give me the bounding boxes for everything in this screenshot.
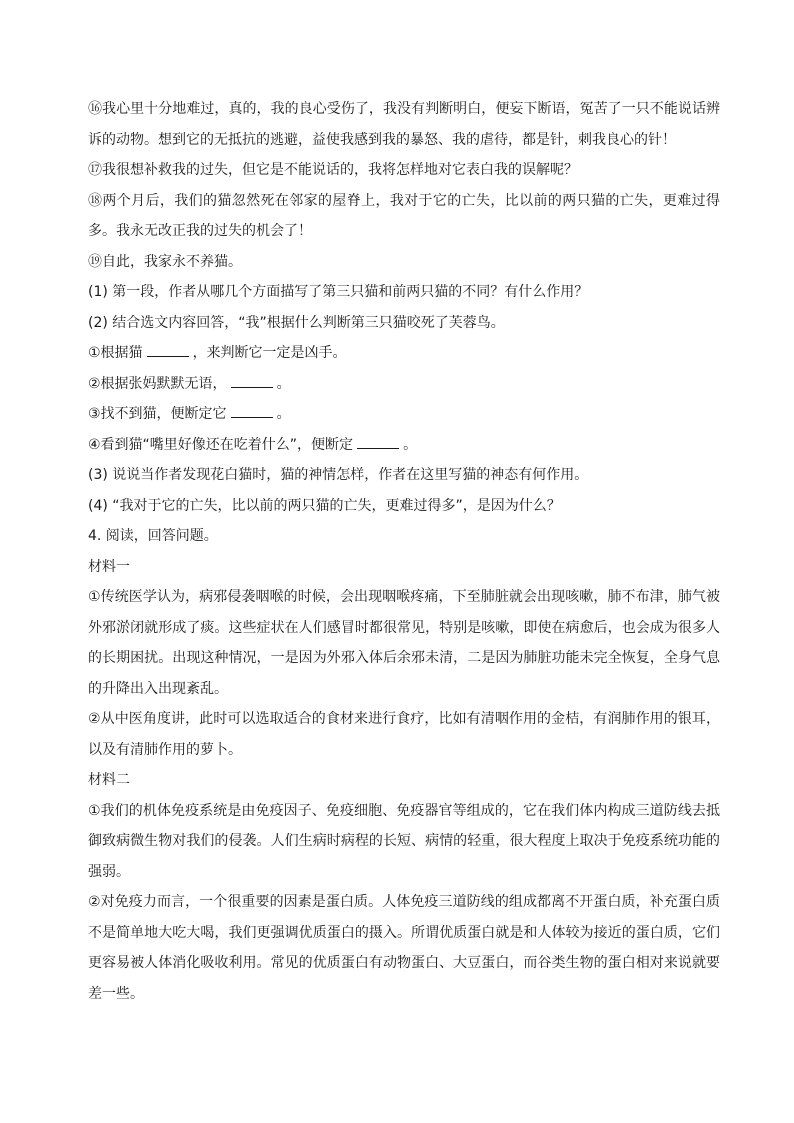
- question-2-item-b: [88, 369, 720, 400]
- question-4: (4) “我对于它的亡失，比以前的两只猫的亡失，更难过得多”，是因为什么？: [88, 497, 561, 514]
- paragraph-18: ⑱两个月后，我们的猫忽然死在邻家的屋脊上，我对于它的亡失，比以前的两只猫的亡失，更难过得多。我永无改正我的过失的机会了！: [88, 192, 720, 239]
- question-2-item-c-prefix: ③找不到猫，便断定它: [88, 406, 227, 422]
- material-2-paragraph-1: ①我们的机体免疫系统是由免疫因子、免疫细胞、免疫器官等组成的，它在我们体内构成三道防线去抵御致病微生物对我们的侵袭。人们生病时病程的长短、病情的轻重，很大程度上取决于免疫系统功能的强弱。: [88, 802, 720, 880]
- question-3: (3) 说说当作者发现花白猫时，猫的神情怎样，作者在这里写猫的神态有何作用。: [88, 467, 589, 483]
- material-1-paragraph-2: ②从中医角度讲，此时可以选取适合的食材来进行食疗，比如有清咽作用的金桔，有润肺作用的银耳，以及有清肺作用的萝卜。: [88, 711, 720, 758]
- paragraph-19: ⑲自此，我家永不养猫。: [88, 253, 242, 270]
- section-4-heading: 4. 阅读，回答问题。: [88, 528, 218, 544]
- material-1-paragraph-1: ①传统医学认为，病邪侵袭咽喉的时候，会出现咽喉疼痛，下至肺脏就会出现咳嗽，肺不布津，肺气被外邪淤闭就形成了痰。这些症状在人们感冒时都很常见，特别是咳嗽，即使在病愈后，也会成为很多人的长期困扰。出现这种情况，一是因为外邪入体后余邪未清，二是因为肺脏功能未完全恢复，全身气息的升降出入出现紊乱。: [88, 589, 720, 697]
- answer-blank[interactable]: [357, 434, 399, 449]
- question-2-item-d-prefix: ④看到猫“嘴里好像还在吃着什么”，便断定: [88, 436, 354, 453]
- question-1: (1) 第一段，作者从哪几个方面描写了第三只猫和前两只猫的不同？有什么作用？: [88, 284, 589, 300]
- material-1-title: 材料一: [88, 558, 130, 575]
- question-2-item-d: [88, 430, 720, 461]
- question-2-item-a-prefix: ①根据猫: [88, 345, 143, 361]
- question-2-item-a-suffix: ，来判断它一定是凶手。: [192, 345, 347, 361]
- answer-blank[interactable]: [231, 373, 273, 388]
- question-2-item-b-prefix: ②根据张妈默默无语，: [88, 375, 227, 392]
- paragraph-16: ⑯我心里十分地难过，真的，我的良心受伤了，我没有判断明白，便妄下断语，冤苦了一只不能说话辨诉的动物。想到它的无抵抗的逃避，益使我感到我的暴怒、我的虐待，都是针，刺我良心的针！: [88, 101, 720, 148]
- question-2-item-d-suffix: 。: [403, 436, 418, 453]
- document-page: [88, 94, 720, 1009]
- question-2: (2) 结合选文内容回答，“我”根据什么判断第三只猫咬死了芙蓉鸟。: [88, 314, 505, 331]
- material-2-paragraph-2: ②对免疫力而言，一个很重要的因素是蛋白质。人体免疫三道防线的组成都离不开蛋白质，补充蛋白质不是简单地大吃大喝，我们更强调优质蛋白的摄入。所谓优质蛋白就是和人体较为接近的蛋白质，它们更容易被人体消化吸收利用。常见的优质蛋白有动物蛋白、大豆蛋白，而谷类生物的蛋白相对来说就要差一些。: [88, 894, 720, 1002]
- question-2-item-c-suffix: 。: [276, 406, 291, 422]
- paragraph-17: ⑰我很想补救我的过失，但它是不能说话的，我将怎样地对它表白我的误解呢？: [88, 162, 578, 178]
- question-2-item-b-suffix: 。: [276, 375, 291, 392]
- answer-blank[interactable]: [147, 342, 189, 357]
- question-2-item-c: [88, 399, 720, 430]
- answer-blank[interactable]: [231, 403, 273, 418]
- material-2-title: 材料二: [88, 772, 130, 788]
- question-2-item-a: [88, 338, 720, 369]
